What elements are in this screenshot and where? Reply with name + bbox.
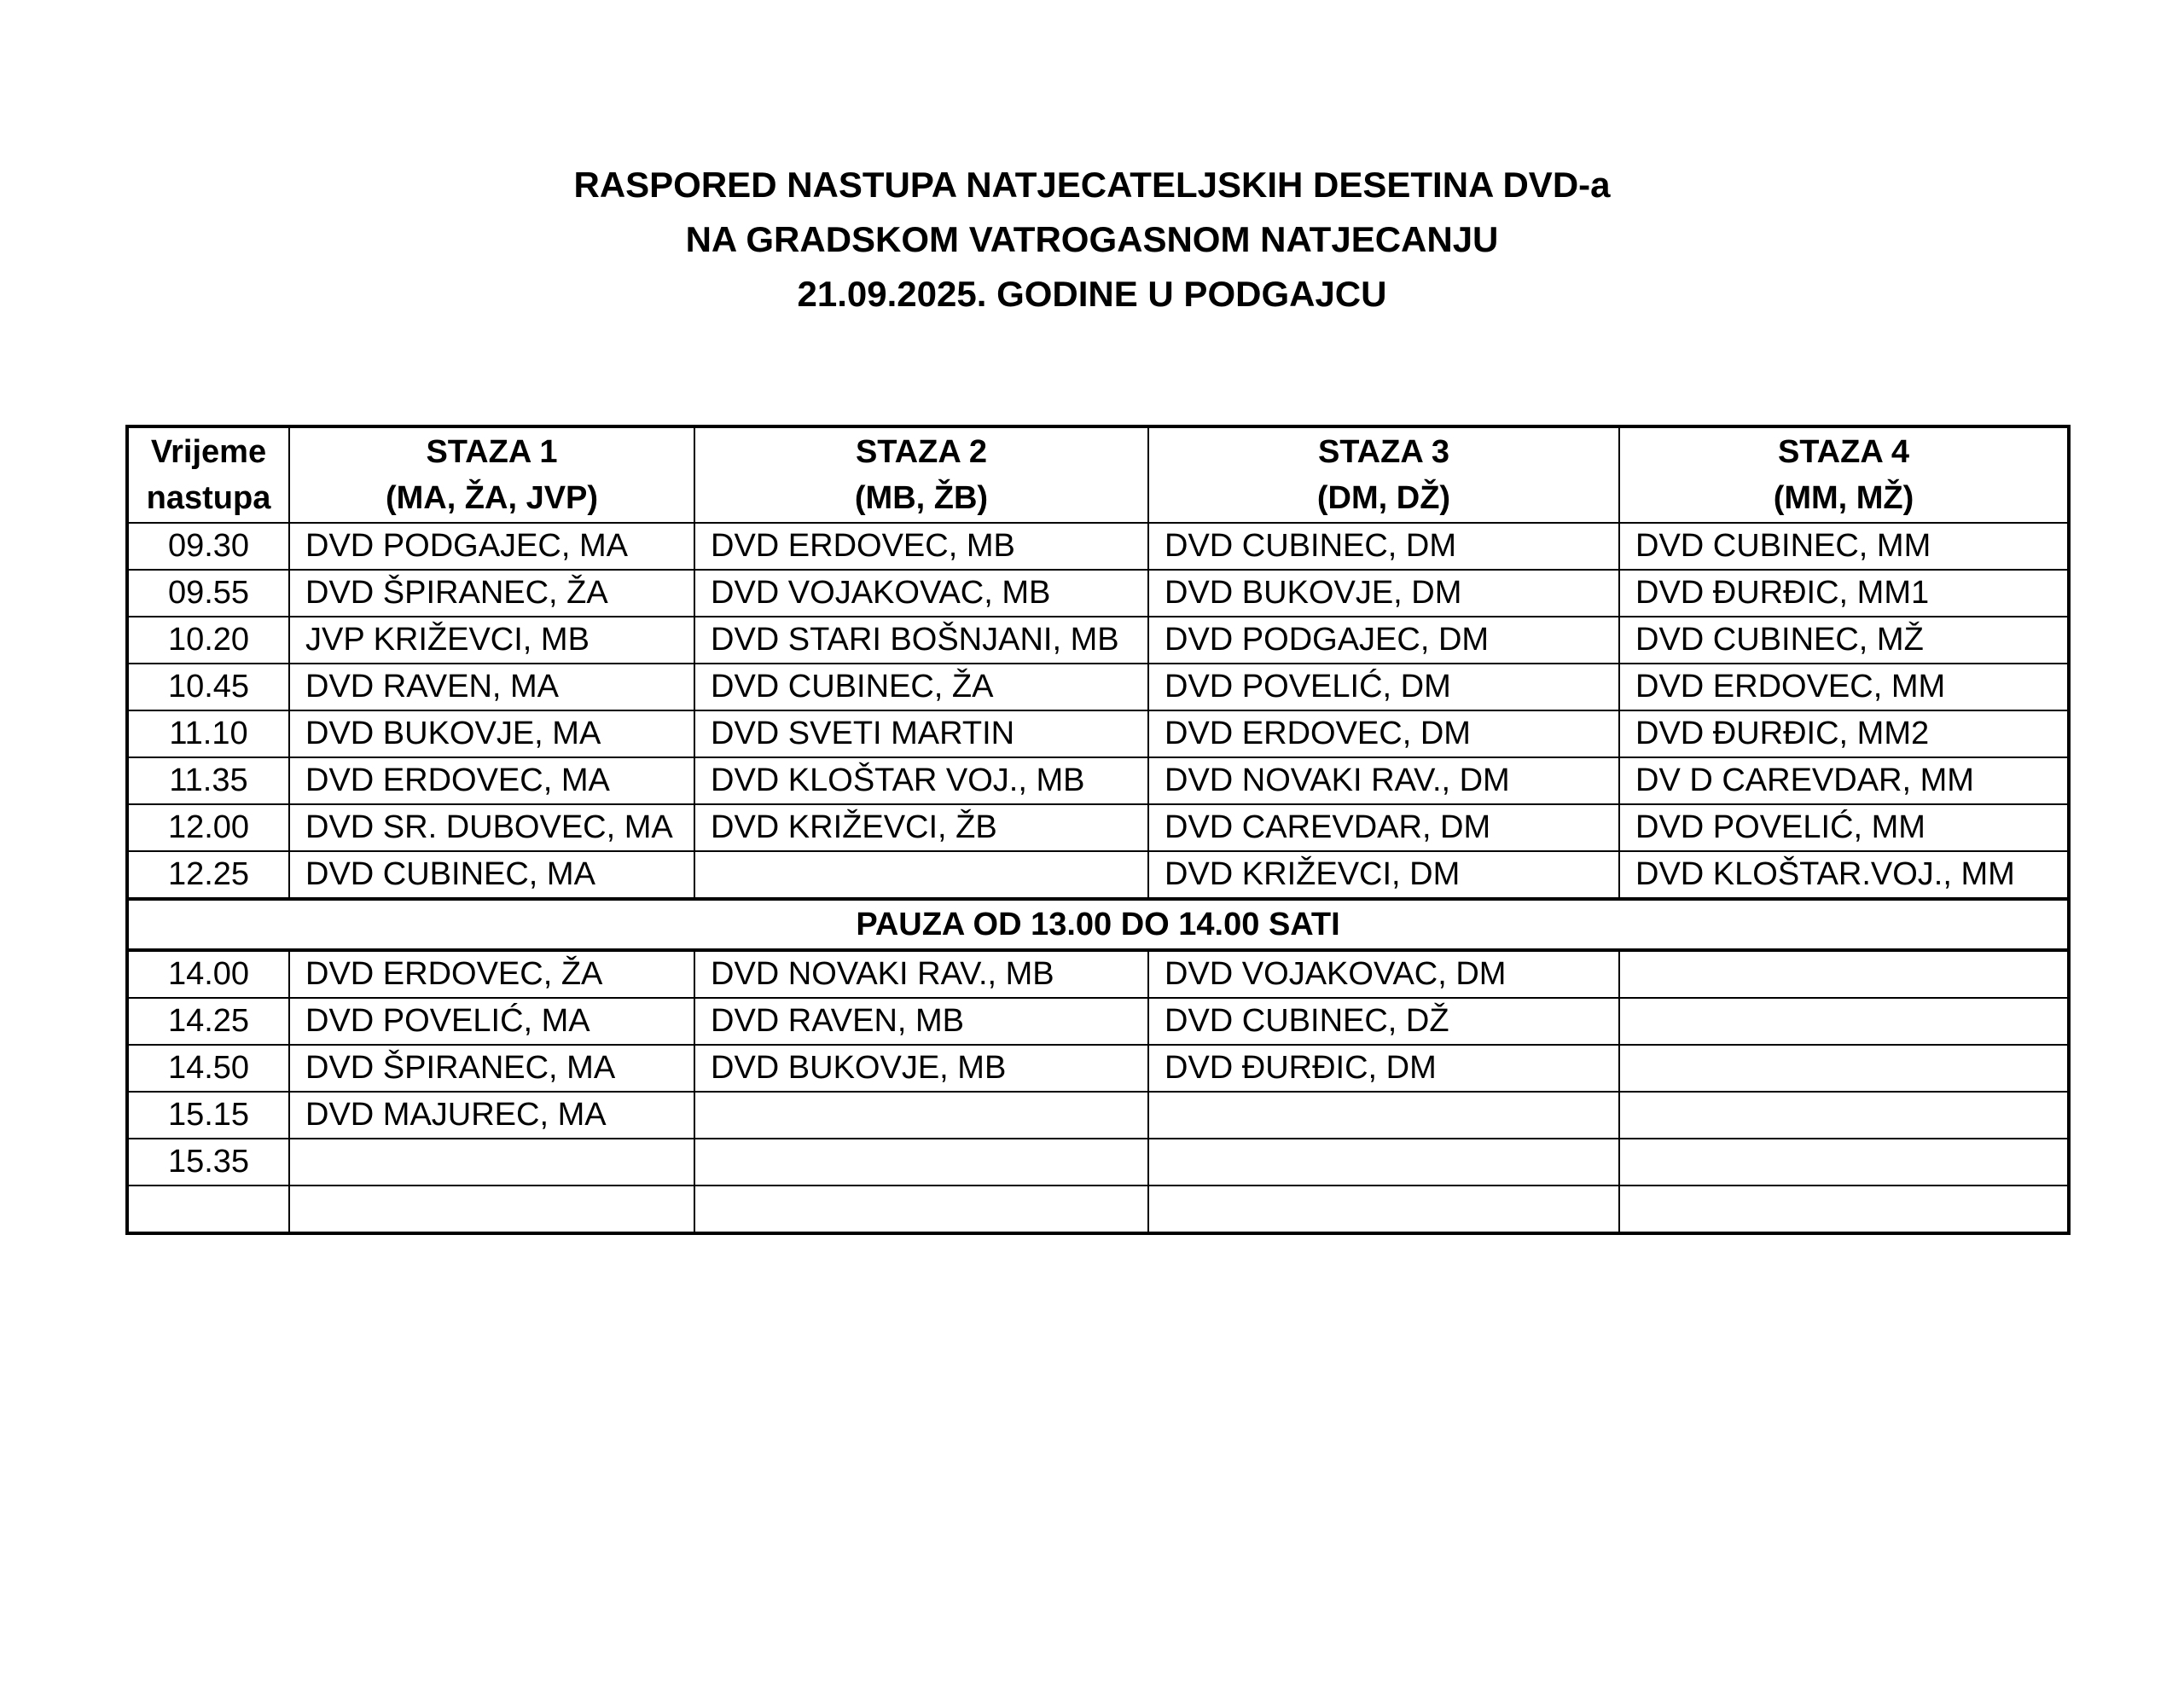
staza-1-cell: DVD ŠPIRANEC, ŽA (289, 570, 694, 617)
staza-3-cell: DVD POVELIĆ, DM (1148, 664, 1619, 710)
time-cell: 12.00 (127, 804, 289, 851)
schedule-body (127, 523, 2069, 1233)
staza-4-cell (1619, 1092, 2069, 1139)
staza-1-cell (289, 1186, 694, 1233)
staza-3-cell (1148, 1186, 1619, 1233)
header-time (127, 426, 289, 523)
staza-3-cell: DVD CUBINEC, DM (1148, 523, 1619, 570)
table-row (127, 851, 2069, 899)
header-staza-1 (289, 426, 694, 523)
header-staza-2-line1: STAZA 2 (855, 434, 988, 470)
table-row (127, 757, 2069, 804)
staza-4-cell: DVD CUBINEC, MM (1619, 523, 2069, 570)
table-row (127, 710, 2069, 757)
table-row (127, 617, 2069, 664)
staza-1-cell: DVD SR. DUBOVEC, MA (289, 804, 694, 851)
staza-1-cell: DVD POVELIĆ, MA (289, 998, 694, 1045)
pause-cell: PAUZA OD 13.00 DO 14.00 SATI (127, 899, 2069, 950)
staza-3-cell (1148, 1092, 1619, 1139)
time-cell: 09.30 (127, 523, 289, 570)
header-staza-1-line2: (MA, ŽA, JVP) (385, 480, 599, 516)
time-cell: 10.20 (127, 617, 289, 664)
time-cell: 09.55 (127, 570, 289, 617)
document-title (0, 158, 2184, 322)
header-staza-4 (1619, 426, 2069, 523)
title-line-3: 21.09.2025. GODINE U PODGAJCU (797, 274, 1387, 314)
header-staza-2-line2: (MB, ŽB) (854, 480, 989, 516)
staza-4-cell (1619, 1139, 2069, 1186)
staza-3-cell: DVD ERDOVEC, DM (1148, 710, 1619, 757)
staza-2-cell (694, 1186, 1148, 1233)
table-row (127, 1139, 2069, 1186)
pause-row (127, 899, 2069, 950)
staza-2-cell: DVD KLOŠTAR VOJ., MB (694, 757, 1148, 804)
table-row (127, 570, 2069, 617)
table-row (127, 804, 2069, 851)
table-row (127, 1045, 2069, 1092)
header-staza-2 (694, 426, 1148, 523)
staza-1-cell: DVD ERDOVEC, MA (289, 757, 694, 804)
staza-3-cell: DVD VOJAKOVAC, DM (1148, 950, 1619, 998)
staza-3-cell: DVD PODGAJEC, DM (1148, 617, 1619, 664)
staza-4-cell: DVD CUBINEC, MŽ (1619, 617, 2069, 664)
staza-2-cell: DVD BUKOVJE, MB (694, 1045, 1148, 1092)
header-staza-3-line1: STAZA 3 (1317, 434, 1450, 470)
staza-1-cell: DVD CUBINEC, MA (289, 851, 694, 899)
table-row (127, 950, 2069, 998)
time-cell: 10.45 (127, 664, 289, 710)
staza-3-cell (1148, 1139, 1619, 1186)
header-staza-3 (1148, 426, 1619, 523)
time-cell: 12.25 (127, 851, 289, 899)
title-line-1: RASPORED NASTUPA NATJECATELJSKIH DESETINA DVD-a (573, 165, 1611, 205)
staza-4-cell (1619, 950, 2069, 998)
header-time-line2: nastupa (146, 480, 271, 516)
staza-1-cell: JVP KRIŽEVCI, MB (289, 617, 694, 664)
staza-2-cell: DVD CUBINEC, ŽA (694, 664, 1148, 710)
staza-2-cell: DVD STARI BOŠNJANI, MB (694, 617, 1148, 664)
staza-4-cell (1619, 1186, 2069, 1233)
staza-3-cell: DVD BUKOVJE, DM (1148, 570, 1619, 617)
staza-2-cell: DVD VOJAKOVAC, MB (694, 570, 1148, 617)
staza-1-cell: DVD RAVEN, MA (289, 664, 694, 710)
staza-1-cell (289, 1139, 694, 1186)
staza-4-cell (1619, 998, 2069, 1045)
time-cell: 14.00 (127, 950, 289, 998)
table-row (127, 1186, 2069, 1233)
header-staza-4-line2: (MM, MŽ) (1773, 480, 1914, 516)
staza-3-cell: DVD ĐURĐIC, DM (1148, 1045, 1619, 1092)
staza-2-cell (694, 1139, 1148, 1186)
time-cell: 14.50 (127, 1045, 289, 1092)
time-cell: 14.25 (127, 998, 289, 1045)
staza-1-cell: DVD ŠPIRANEC, MA (289, 1045, 694, 1092)
staza-3-cell: DVD CAREVDAR, DM (1148, 804, 1619, 851)
title-line-2: NA GRADSKOM VATROGASNOM NATJECANJU (685, 219, 1499, 259)
staza-1-cell: DVD MAJUREC, MA (289, 1092, 694, 1139)
time-cell: 15.35 (127, 1139, 289, 1186)
table-row (127, 1092, 2069, 1139)
schedule-table (125, 425, 2071, 1235)
staza-3-cell: DVD NOVAKI RAV., DM (1148, 757, 1619, 804)
staza-4-cell (1619, 1045, 2069, 1092)
header-time-line1: Vrijeme (150, 434, 267, 470)
staza-2-cell: DVD SVETI MARTIN (694, 710, 1148, 757)
time-cell: 11.10 (127, 710, 289, 757)
header-row (127, 426, 2069, 523)
staza-1-cell: DVD BUKOVJE, MA (289, 710, 694, 757)
staza-1-cell: DVD ERDOVEC, ŽA (289, 950, 694, 998)
time-cell: 11.35 (127, 757, 289, 804)
staza-2-cell (694, 851, 1148, 899)
header-staza-1-line1: STAZA 1 (426, 434, 558, 470)
staza-2-cell: DVD NOVAKI RAV., MB (694, 950, 1148, 998)
table-row (127, 664, 2069, 710)
staza-4-cell: DVD ĐURĐIC, MM1 (1619, 570, 2069, 617)
staza-4-cell: DVD ĐURĐIC, MM2 (1619, 710, 2069, 757)
staza-2-cell: DVD RAVEN, MB (694, 998, 1148, 1045)
staza-2-cell (694, 1092, 1148, 1139)
staza-1-cell: DVD PODGAJEC, MA (289, 523, 694, 570)
staza-3-cell: DVD KRIŽEVCI, DM (1148, 851, 1619, 899)
staza-4-cell: DVD KLOŠTAR.VOJ., MM (1619, 851, 2069, 899)
staza-4-cell: DVD POVELIĆ, MM (1619, 804, 2069, 851)
staza-2-cell: DVD ERDOVEC, MB (694, 523, 1148, 570)
staza-2-cell: DVD KRIŽEVCI, ŽB (694, 804, 1148, 851)
staza-4-cell: DV D CAREVDAR, MM (1619, 757, 2069, 804)
table-row (127, 523, 2069, 570)
staza-4-cell: DVD ERDOVEC, MM (1619, 664, 2069, 710)
header-staza-3-line2: (DM, DŽ) (1316, 480, 1451, 516)
time-cell (127, 1186, 289, 1233)
time-cell: 15.15 (127, 1092, 289, 1139)
table-row (127, 998, 2069, 1045)
header-staza-4-line1: STAZA 4 (1777, 434, 1910, 470)
staza-3-cell: DVD CUBINEC, DŽ (1148, 998, 1619, 1045)
